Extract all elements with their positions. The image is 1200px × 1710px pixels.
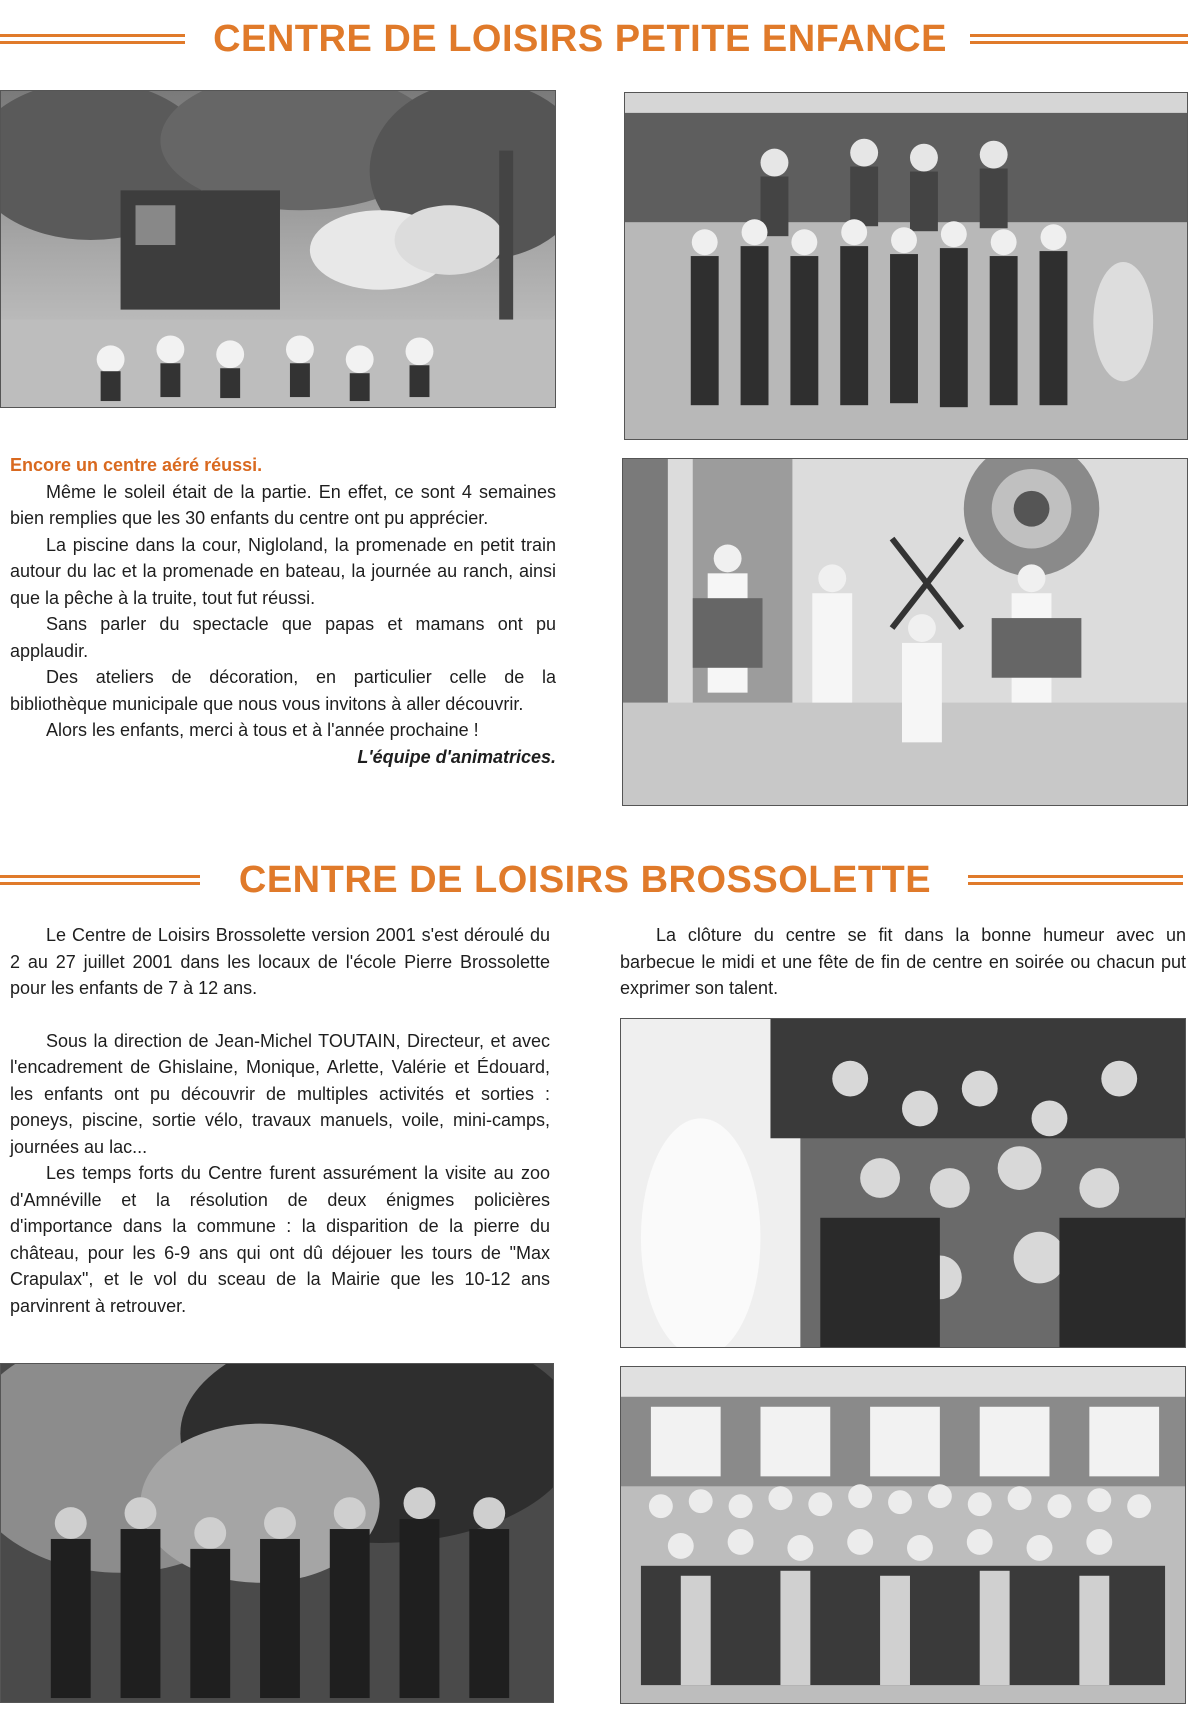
- heading-rule-right: [970, 34, 1188, 44]
- section1-title: CENTRE DE LOISIRS PETITE ENFANCE: [213, 18, 947, 60]
- heading-rule-left: [0, 34, 185, 44]
- section1-subtitle: Encore un centre aéré réussi.: [10, 455, 263, 475]
- photo-school-group: [620, 1366, 1186, 1704]
- section1-paragraph: Même le soleil était de la partie. En effet, ce sont 4 semaines bien remplies que les 30 enfants du centre ont pu apprécier.: [10, 481, 556, 528]
- photo-group-outdoor: [624, 92, 1188, 440]
- section1-signature: L'équipe d'animatrices.: [357, 746, 556, 767]
- section2-paragraph: Les temps forts du Centre furent assurément la visite au zoo d'Amnéville et la résolution de deux énigmes policières d'importance dans la commune : la disparition de la pierre du château, pour les 6-9 ans qui ont dû déjouer les tours de "Max Crapulax", et le vol du sceau de la Mairie que les 10-12 ans parvinrent à retrouver.: [10, 1163, 550, 1316]
- heading-rule-right: [968, 875, 1183, 885]
- section2-paragraph: Sous la direction de Jean-Michel TOUTAIN, Directeur, et avec l'encadrement de Ghislaine, Monique, Arlette, Valérie et Édouard, les enfants ont pu découvrir de multiples activités et sorties : poneys, piscine, sortie vélo, travaux manuels, voile, mini-camps, journées au lac...: [10, 1030, 550, 1157]
- section2-right-text: [620, 922, 1186, 1002]
- section1-paragraph: Alors les enfants, merci à tous et à l'année prochaine !: [46, 720, 479, 740]
- photo-stage-dance: [622, 458, 1188, 806]
- photo-forest-hike: [0, 1363, 554, 1703]
- section1-text: [10, 452, 556, 770]
- section2-left-text: [10, 922, 550, 1319]
- section2-paragraph: Le Centre de Loisirs Brossolette version 2001 s'est déroulé du 2 au 27 juillet 2001 dans les locaux de l'école Pierre Brossolette pour les enfants de 7 à 12 ans.: [10, 925, 550, 998]
- heading-rule-left: [0, 875, 200, 885]
- photo-stagecoach: [0, 90, 556, 408]
- section2-title: CENTRE DE LOISIRS BROSSOLETTE: [238, 859, 932, 901]
- section2-heading: [0, 855, 1200, 905]
- section2-paragraph: La clôture du centre se fit dans la bonne humeur avec un barbecue le midi et une fête de fin de centre en soirée ou chacun put exprimer son talent.: [620, 925, 1186, 998]
- photo-crowd-seated: [620, 1018, 1186, 1348]
- section1-heading: [0, 14, 1200, 64]
- section1-paragraph: Des ateliers de décoration, en particulier celle de la bibliothèque municipale que nous vous invitons à aller découvrir.: [10, 667, 556, 714]
- section1-paragraph: La piscine dans la cour, Nigloland, la promenade en petit train autour du lac et la promenade en bateau, la journée au ranch, ainsi que la pêche à la truite, tout fut réussi.: [10, 534, 556, 608]
- section1-paragraph: Sans parler du spectacle que papas et mamans ont pu applaudir.: [10, 614, 556, 661]
